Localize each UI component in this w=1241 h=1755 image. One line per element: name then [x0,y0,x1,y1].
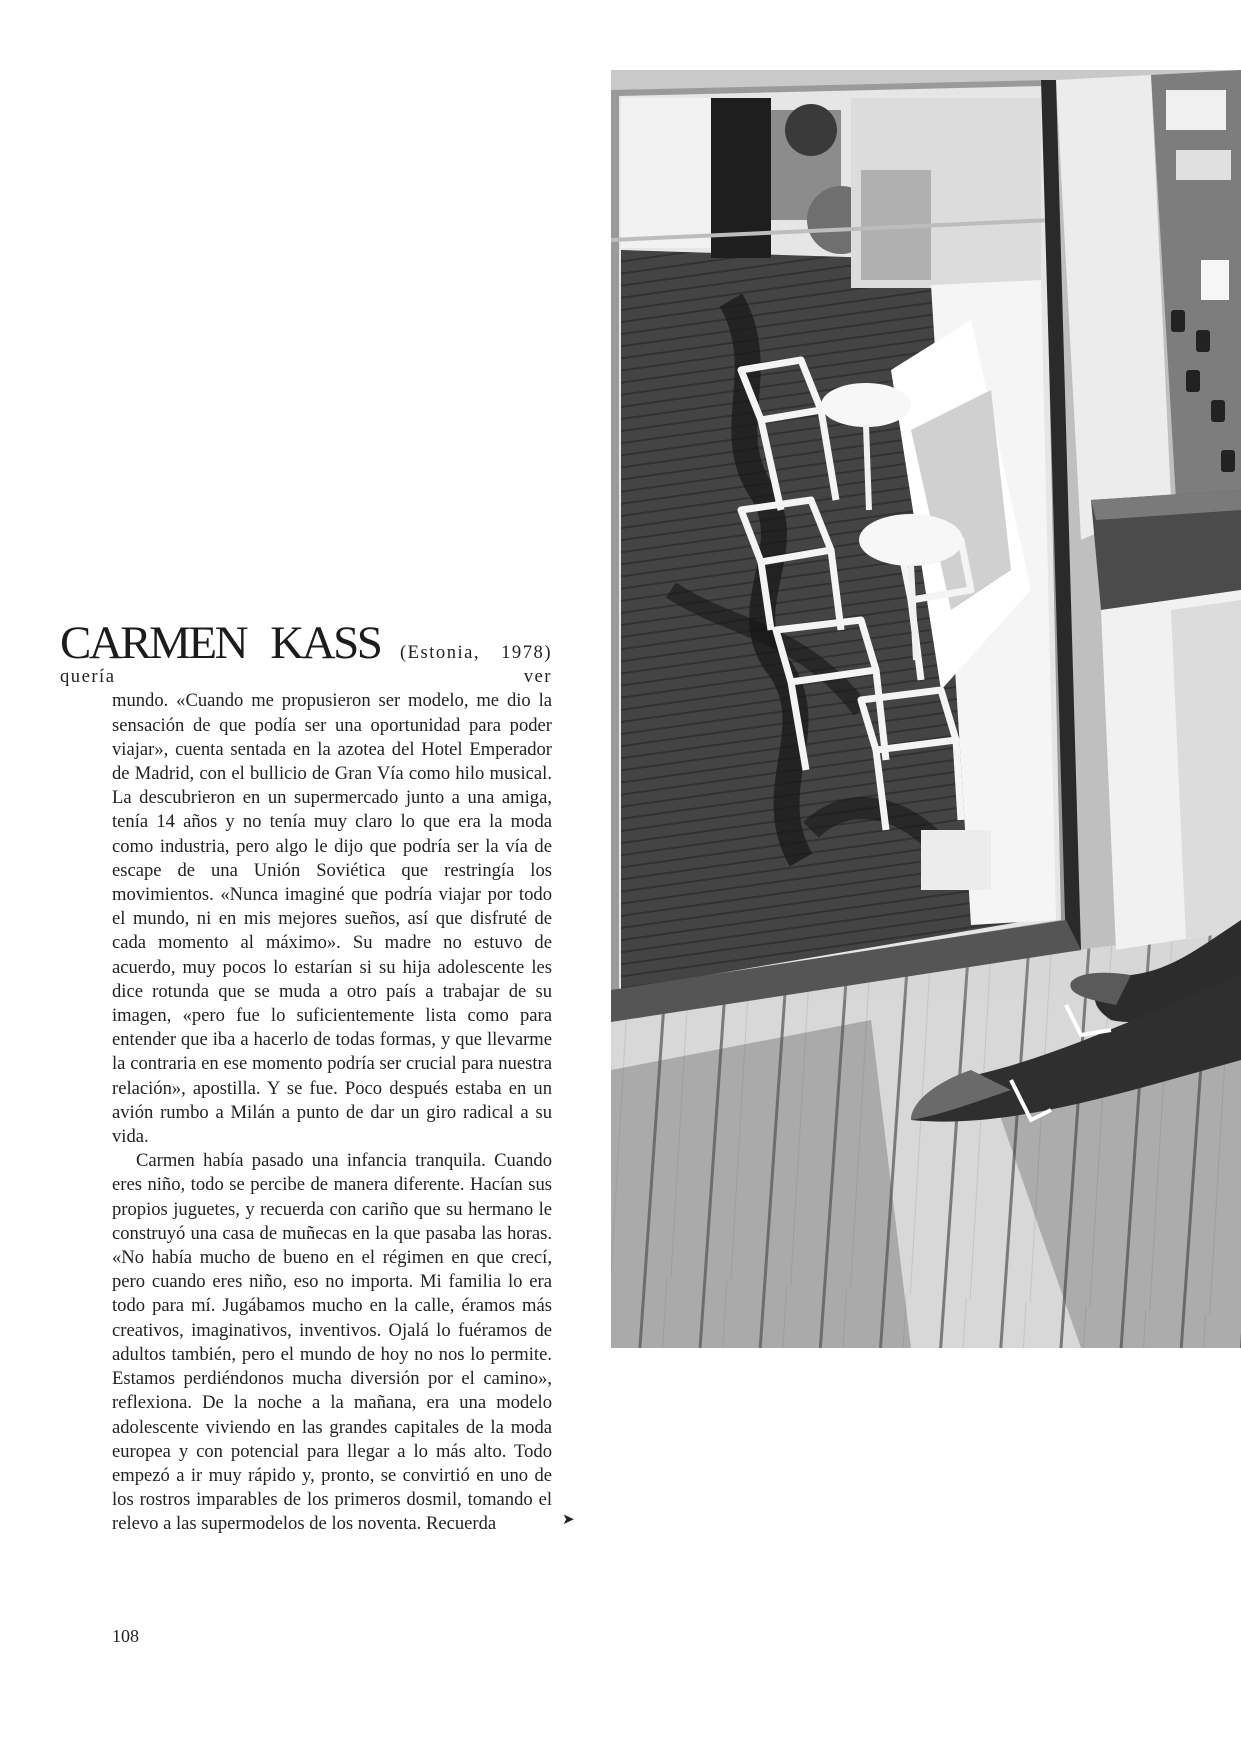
lead-name [60,617,380,669]
article-paragraph-2: Carmen había pasado una infancia tranquila. Cuando eres niño, todo se percibe de manera diferente. Hacían sus propios juguetes, y recuerda con cariño que su hermano le construyó una casa de muñecas en la que pasaba las horas. «No había mucho de bueno en el régimen en que crecí, pero cuando eres niño, eso no importa. Mi familia lo era todo para mí. Jugábamos mucho en la calle, éramos más creativos, imaginativos, inventivos. Ojalá lo fuéramos de adultos también, pero el mundo de hoy no nos lo permite. Estamos perdiéndonos mucha diversión por el camino», reflexiona. De la noche a la mañana, era una modelo adolescente viviendo en las grandes capitales de la moda europea y con potencial para llegar a lo más alto. Todo empezó a ir muy rápido y, pronto, se convirtió en uno de los rostros imparables de los primeros dosmil, tomando el relevo a las supermodelos de los noventa. Recuerda [112,1150,552,1535]
article-body [60,617,553,1537]
paragraph-1-text: mundo. «Cuando me propusieron ser modelo, me dio la sensación de que podía ser una oportunidad para poder viajar», cuenta sentada en la azotea del Hotel Emperador de Madrid, con el bullicio de Gran Vía como hilo musical. La descubrieron en un supermercado junto a una amiga, tenía 14 años y no tenía muy claro lo que era la moda como industria, pero algo le dijo que podría ser la vía de escape de una Unión Soviética que restringía los movimientos. «Nunca imaginé que podría viajar por todo el mundo, ni en mis mejores sueños, así que disfruté de cada momento al máximo». Su madre no estuvo de acuerdo, muy pocos lo estarían si su hija adolescente les dice rotunda que se muda a otro país a trabajar de su imagen, «pero fue lo suficientemente lista como para entender que iba a hacerlo de todas formas, y que llevarme la contraria en ese momento podría ser crucial para nuestra relación», apostilla. Y se fue. Poco después estaba en un avión rumbo a Milán a punto de dar un giro radical a su vida. [112,690,552,1148]
lead-meta: (Estonia, 1978) quería ver [60,642,553,688]
continue-arrow-icon: ➤ [562,1510,575,1528]
rooftop-photo-illustration [611,70,1241,1348]
rooftop-photo [611,70,1241,1348]
page-number: 108 [112,1626,139,1646]
lead-name-first: CARMEN [60,617,247,669]
article-lead-line [60,617,553,689]
article-paragraph-1 [60,617,553,1149]
lead-name-last: KASS [270,617,381,669]
